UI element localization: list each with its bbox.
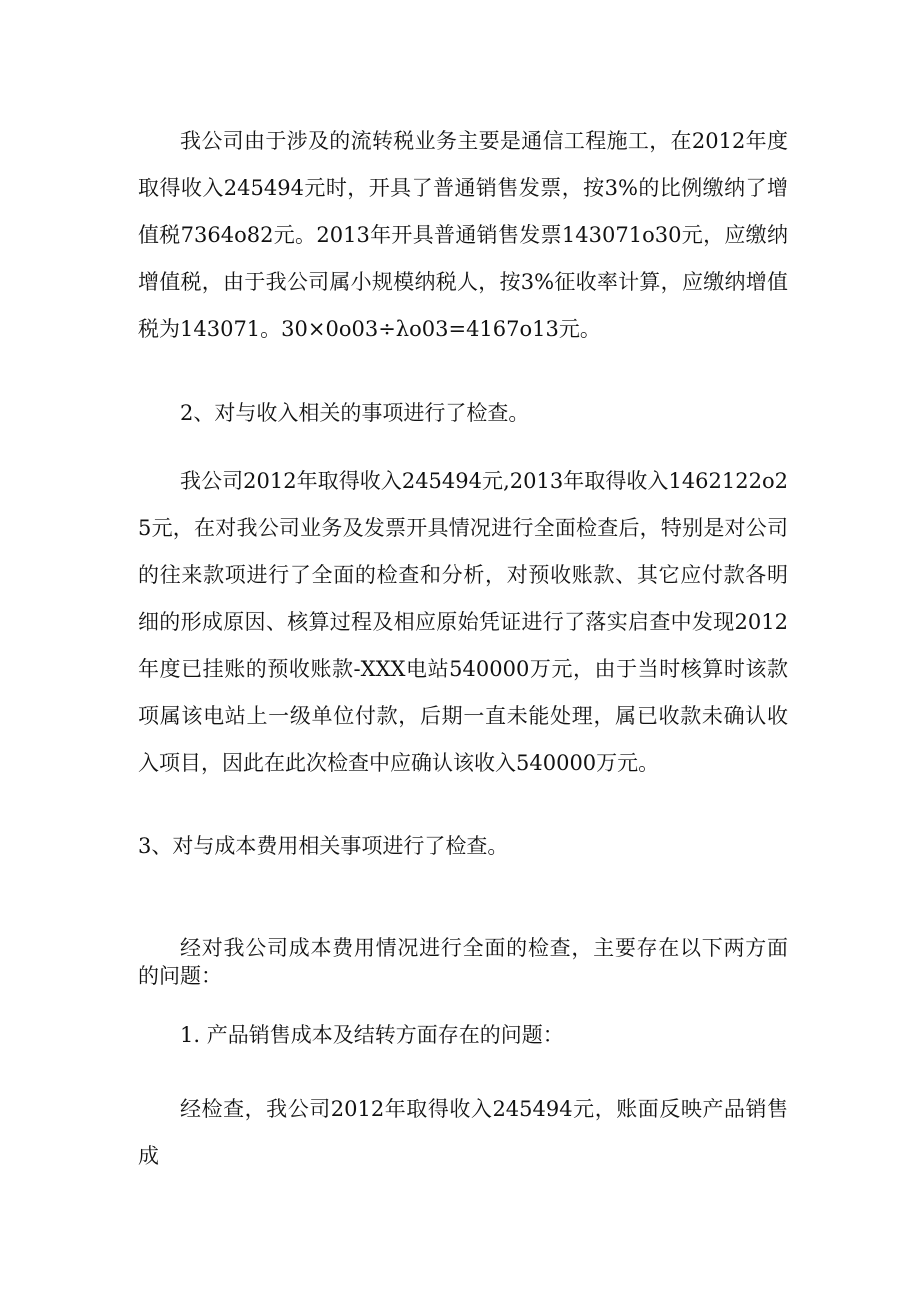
section-heading-revenue-check: 2、对与收入相关的事项进行了检查。 xyxy=(180,401,530,425)
paragraph-product-cost: 经检查，我公司2012年取得收入245494元，账面反映产品销售成 xyxy=(138,1097,788,1168)
paragraph-vat-calculation: 我公司由于涉及的流转税业务主要是通信工程施工，在2012年度取得收入245494元时，开具了普通销售发票，按3%的比例缴纳了增值税7364o82元。2013年开具普通销售发票143071o30元，应缴纳增值税，由于我公司属小规模纳税人，按3%征收率计算，应缴纳增值税为143071。30×0o03÷λo03=4167o13元。 xyxy=(138,129,788,341)
paragraph-revenue-check: 我公司2012年取得收入245494元,2013年取得收入1462122o25元，在对我公司业务及发票开具情况进行全面检查后，特别是对公司的往来款项进行了全面的检查和分析，对预收账款、其它应付款各明细的形成原因、核算过程及相应原始凭证进行了落实启查中发现2012年度已挂账的预收账款-XXX电站540000万元，由于当时核算时该款项属该电站上一级单位付款，后期一直未能处理，属已收款未确认收入项目，因此在此次检查中应确认该收入540000万元。 xyxy=(138,469,788,775)
paragraph-cost-summary: 经对我公司成本费用情况进行全面的检查，主要存在以下两方面的问题： xyxy=(138,936,788,988)
subheading-product-cost: 1. 产品销售成本及结转方面存在的问题： xyxy=(180,1023,564,1047)
section-heading-cost-check: 3、对与成本费用相关事项进行了检查。 xyxy=(138,834,509,858)
